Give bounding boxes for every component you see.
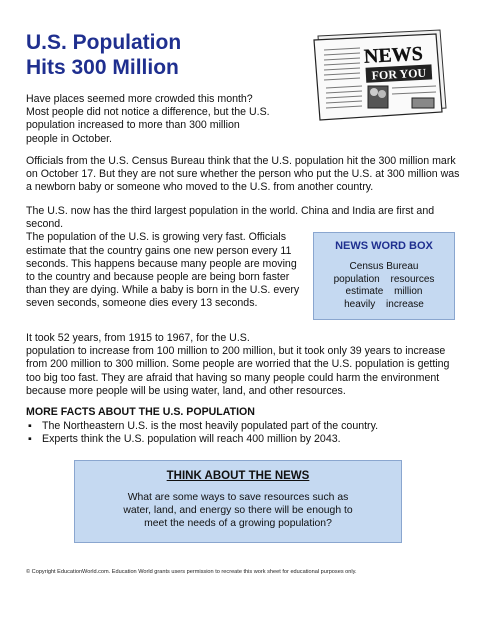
news-word-box	[313, 232, 455, 320]
word-box-title: NEWS WORD BOX	[335, 240, 433, 252]
word-box-term: population	[333, 273, 380, 285]
word-box-term: million	[394, 286, 423, 297]
think-about-the-news-box	[74, 460, 402, 543]
word-box-term: increase	[386, 298, 424, 310]
word-box-row	[314, 274, 454, 287]
think-box-question: What are some ways to save resources such as water, land, and energy so there will be enough to meet the needs of a growing population?	[123, 492, 353, 529]
title-line-2: Hits 300 Million	[26, 56, 179, 79]
logo-word-news: NEWS	[363, 42, 424, 68]
think-box-title: THINK ABOUT THE NEWS	[166, 470, 310, 482]
more-facts-list	[26, 420, 378, 446]
growth-paragraph-lead: The U.S. now has the third largest population in the world. China and India are first and second.	[26, 205, 435, 231]
intro-paragraph: Have places seemed more crowded this month? Most people did not notice a difference, but the U.S. population increased to more than 300 million people in October.	[26, 93, 270, 145]
fact-text: The Northeastern U.S. is the most heavily populated part of the country.	[42, 420, 379, 432]
history-paragraph	[26, 332, 466, 398]
copyright-notice: © Copyright EducationWorld.com. Education World grants users permission to recreate this work sheet for educational purposes only.	[26, 569, 357, 575]
news-for-you-logo	[312, 28, 457, 123]
list-item	[26, 420, 378, 433]
growth-paragraph-body: The population of the U.S. is growing very fast. Officials estimate that the country gains one new person every 11 seconds. This happens because many people are moving to the country and because people are being born faster than they are dying. While a baby is born in the U.S. every seven seconds, someone dies every 13 seconds.	[26, 231, 300, 310]
word-box-term: resources	[390, 273, 435, 285]
word-box-term: heavily	[344, 298, 376, 310]
history-paragraph-lead: It took 52 years, from 1915 to 1967, for the U.S.	[26, 332, 250, 344]
word-box-row	[314, 286, 454, 299]
word-box-term: estimate	[345, 286, 384, 297]
bullet-icon: ▪	[28, 420, 32, 432]
history-paragraph-body: population to increase from 100 million to 200 million, but it took only 39 years to increase from 200 million to 300 million. Some people are worried that the U.S. population is getting too big too fast. They are afraid that having so many people could harm the environment because more people will be using water, land, and other resources.	[26, 345, 450, 397]
word-box-row	[314, 299, 454, 312]
census-paragraph: Officials from the U.S. Census Bureau think that the U.S. population hit the 300 million mark on October 17. But they are not sure whether the person who put the U.S. at 300 million was a newborn baby or someone who moved to the U.S. from another country.	[26, 155, 460, 194]
logo-words-for-you: FOR YOU	[371, 65, 427, 83]
fact-text: Experts think the U.S. population will reach 400 million by 2043.	[42, 433, 341, 446]
list-item	[26, 433, 378, 446]
bullet-icon: ▪	[28, 433, 32, 446]
word-box-term: Census Bureau	[349, 261, 419, 272]
word-box-row	[314, 261, 454, 274]
more-facts-heading: MORE FACTS ABOUT THE U.S. POPULATION	[26, 406, 255, 418]
title-line-1: U.S. Population	[26, 31, 182, 54]
page-title	[26, 30, 181, 80]
